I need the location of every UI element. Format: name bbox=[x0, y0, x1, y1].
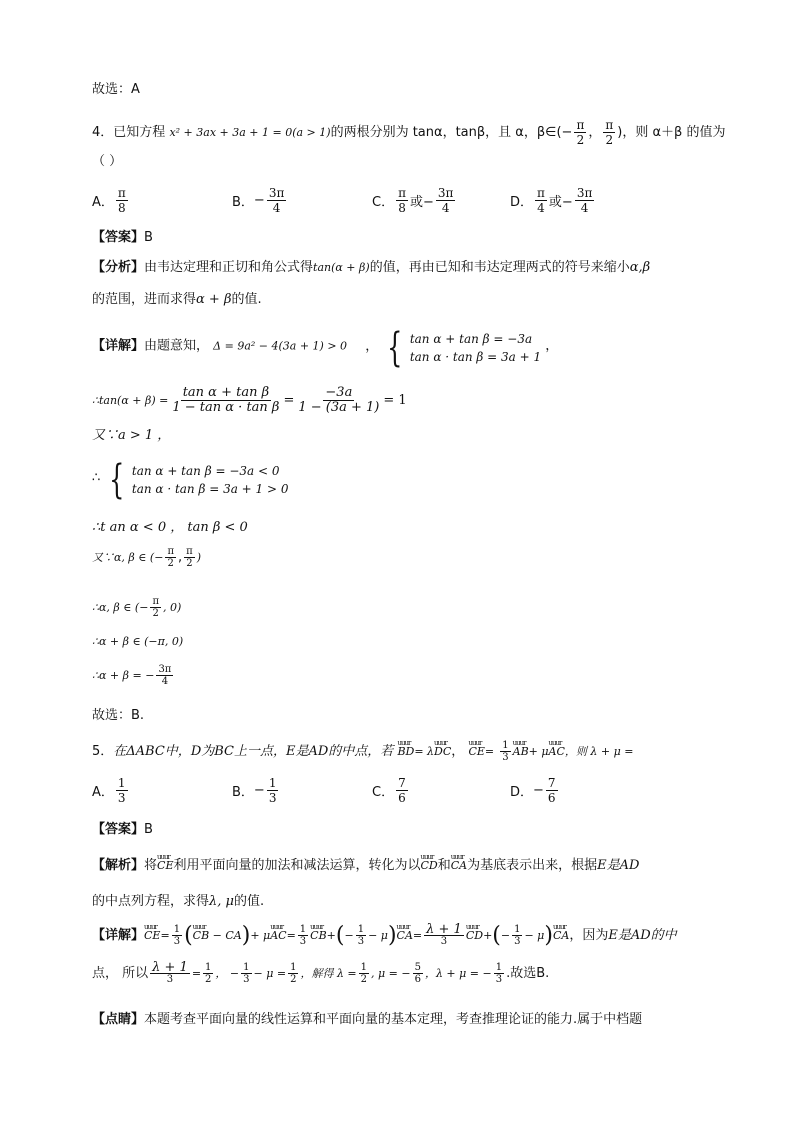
q5-option-c[interactable]: C． $\frac{7}{6}$ bbox=[372, 776, 406, 805]
q4-option-d[interactable]: D． $\frac{\pi}{4}$ 或− $\frac{3\pi}{4}$ bbox=[510, 186, 593, 215]
q5-option-b[interactable]: B． − $\frac{1}{3}$ bbox=[232, 776, 277, 805]
q4-equation: x² + 3ax + 3a + 1 = 0(a > 1) bbox=[169, 126, 331, 139]
q4-option-c[interactable]: C． $\frac{\pi}{8}$ 或− $\frac{3\pi}{4}$ bbox=[372, 186, 454, 215]
q5-note: 【点睛】本题考查平面向量的线性运算和平面向量的基本定理，考查推理论证的能力.属于中档题 bbox=[92, 1012, 643, 1027]
q4-blank: （ ） bbox=[92, 154, 123, 169]
q4-stem: 4．已知方程 x² + 3ax + 3a + 1 = 0(a > 1)的两根分别为 tanα，tanβ，且 α，β∈(− $\frac{\pi}{2}$ ， $\frac{\pi}{2}$ )，则 α＋β 的值为 bbox=[92, 118, 726, 147]
q4-detail-line1: 【详解】由题意知， Δ = 9a² − 4(3a + 1) > 0 ， { tan α + tan β = −3a tan α · tan β = 3a + 1 ， bbox=[92, 325, 559, 371]
q4-answer: 【答案】B bbox=[92, 230, 153, 245]
q4-system1: { tan α + tan β = −3a tan α · tan β = 3a + 1 bbox=[387, 325, 542, 371]
q5-analysis-line2: 的中点列方程，求得λ, μ的值. bbox=[92, 894, 265, 909]
q4-frac-pi2a: $\frac{\pi}{2}$ bbox=[576, 118, 585, 147]
q5-option-d[interactable]: D． − $\frac{7}{6}$ bbox=[510, 776, 556, 805]
q5-detail-line1: 【详解】 uuur CE = $\frac{1}{3}$ ( uuur CB − CA ) + μ uuur AC = $\frac{1}{3}$ uuur CB + ( − $\frac{1}{3}$ − μ ) uuur CA = $\frac{\lambda + 1}{3}$ uuur CD + ( − $\frac{1}{3}$ − μ ) uuur CA ，因为 E是AD的中 bbox=[92, 924, 677, 947]
q4-final-choice: 故选：B. bbox=[92, 708, 145, 723]
q4-analysis-line2: 的范围，进而求得α + β的值. bbox=[92, 292, 262, 307]
q4-delta: Δ = 9a² − 4(3a + 1) > 0 bbox=[213, 339, 348, 353]
q4-sum-range: ∴α + β ∈ (−π, 0) bbox=[92, 635, 184, 648]
q4-tan-sum: ∴tan(α + β) = $\frac{\text{tan α + tan β}}{\text{1 − tan α · tan β}}$ = $\frac{-3a}{1 - (3a + 1)}$ = 1 bbox=[92, 385, 407, 415]
q5-answer: 【答案】B bbox=[92, 822, 153, 837]
q4-number: 4． bbox=[92, 125, 114, 140]
prev-answer: 故选：A bbox=[92, 82, 140, 97]
q5-analysis-line1: 【解析】将uuur CE利用平面向量的加法和减法运算，转化为以uuur CD和uuur CA为基底表示出来，根据E是AD bbox=[92, 856, 639, 876]
q4-range-narrowed: ∴α, β ∈ (− $\frac{\pi}{2}$ , 0) bbox=[92, 596, 182, 619]
q4-range-given: 又∵α, β ∈ (− $\frac{\pi}{2}$ , $\frac{\pi}{2}$ ) bbox=[92, 546, 202, 569]
q4-signs: ∴t an α < 0 ， tan β < 0 bbox=[92, 520, 248, 535]
q5-detail-line2: 点， 所以 $\frac{\lambda + 1}{3}$ = $\frac{1}{2}$ ， − $\frac{1}{3}$ − μ = $\frac{1}{2}$ ，解得 λ = $\frac{1}{2}$ , μ = − $\frac{5}{6}$ ，λ + μ = − $\frac{1}{3}$ .故选B. bbox=[92, 960, 550, 985]
q4-analysis-line1: 【分析】由韦达定理和正切和角公式得tan(α + β)的值，再由已知和韦达定理两式的符号来缩小α,β bbox=[92, 260, 651, 275]
q4-cond-a: 又∵a > 1 ， bbox=[92, 428, 171, 443]
q4-result: ∴α + β = − $\frac{3\pi}{4}$ bbox=[92, 664, 172, 687]
q4-system2: ∴ { tan α + tan β = −3a < 0 tan α · tan β = 3a + 1 > 0 bbox=[92, 457, 289, 503]
q4-option-a[interactable]: A． $\frac{\pi}{8}$ bbox=[92, 186, 126, 215]
q4-frac-pi2b: $\frac{\pi}{2}$ bbox=[605, 118, 614, 147]
q5-stem: 5．在ΔABC中，D为BC上一点，E是AD的中点，若 uuur BD= λuuur DC， uuur CE= $\frac{1}{3}$ uuur AB+ μuuur AC，则 λ + μ = bbox=[92, 740, 633, 763]
q5-option-a[interactable]: A． $\frac{1}{3}$ bbox=[92, 776, 126, 805]
q4-option-b[interactable]: B． − $\frac{3\pi}{4}$ bbox=[232, 186, 285, 215]
